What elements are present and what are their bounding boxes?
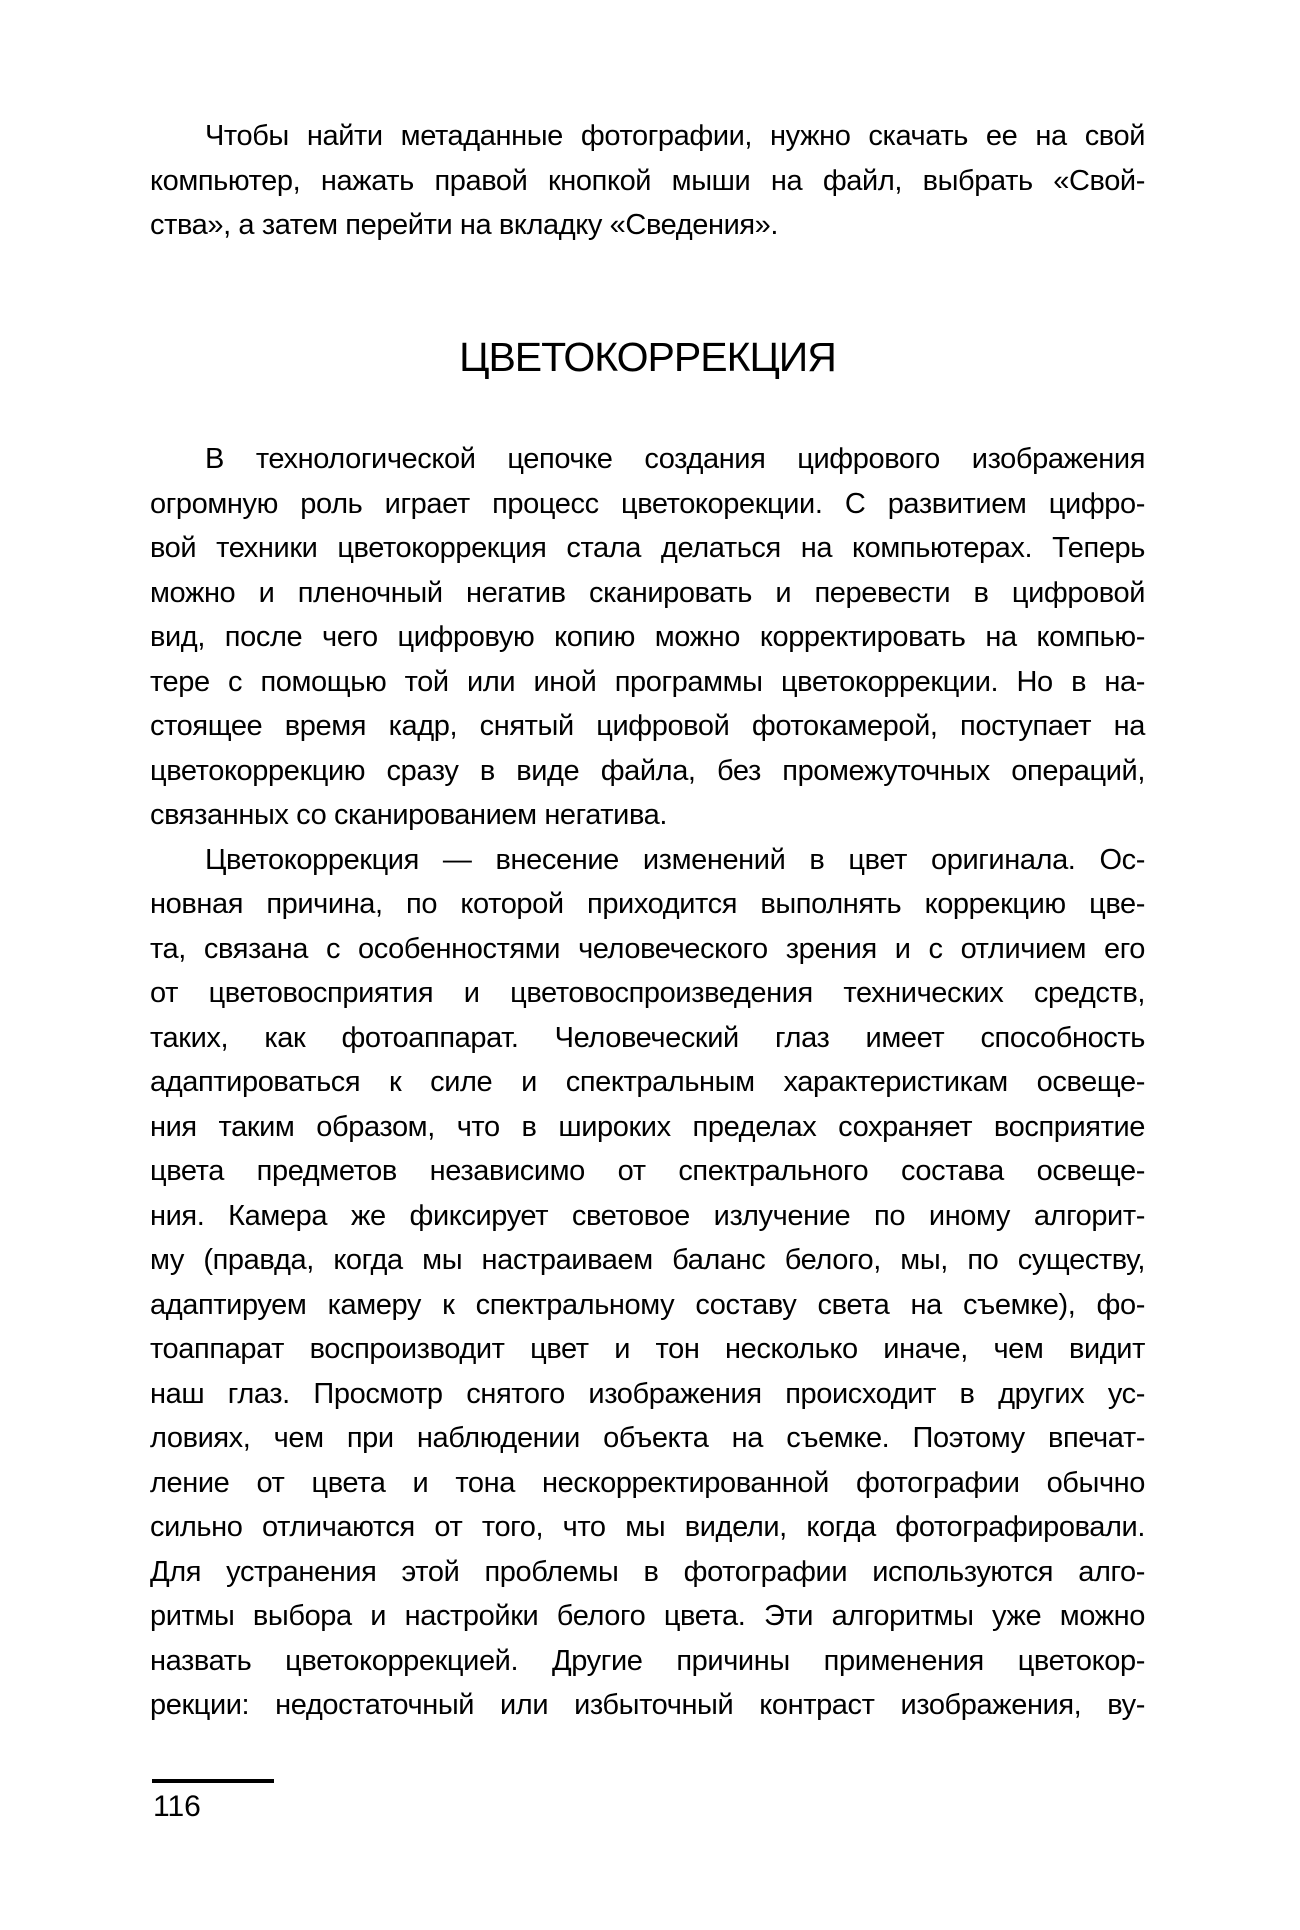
text-line: компьютер, нажать правой кнопкой мыши на файл, выбрать «Свой- <box>150 164 1145 197</box>
text-line: сильно отличаются от того, что мы видели, когда фотографировали. <box>150 1511 1145 1543</box>
text-line: можно и пленочный негатив сканировать и перевести в цифровой <box>150 576 1145 609</box>
text-line: ление от цвета и тона нескорректированной фотографии обычно <box>150 1466 1145 1499</box>
text-line: та, связана с особенностями человеческого зрения и с отличием его <box>150 932 1145 965</box>
text-line: ства», а затем перейти на вкладку «Сведения». <box>150 209 779 241</box>
text-line: таких, как фотоаппарат. Человеческий глаз имеет способность <box>150 1021 1145 1054</box>
footer-rule <box>152 1779 274 1783</box>
text-line: назвать цветокоррекцией. Другие причины применения цветокор- <box>150 1644 1145 1677</box>
text-line: вид, после чего цифровую копию можно корректировать на компью- <box>150 621 1145 653</box>
text-line: новная причина, по которой приходится выполнять коррекцию цве- <box>150 888 1145 920</box>
section-heading: ЦВЕТОКОРРЕКЦИЯ <box>459 334 836 380</box>
text-line: тоаппарат воспроизводит цвет и тон несколько иначе, чем видит <box>150 1333 1145 1365</box>
text-line: адаптируем камеру к спектральному составу света на съемке), фо- <box>150 1288 1145 1321</box>
text-line: цветокоррекцию сразу в виде файла, без промежуточных операций, <box>150 754 1145 787</box>
text-line: вой техники цветокоррекция стала делаться на компьютерах. Теперь <box>150 532 1145 564</box>
text-line: ния таким образом, что в широких пределах сохраняет восприятие <box>150 1110 1145 1143</box>
text-line: огромную роль играет процесс цветокорекции. С развитием цифро- <box>150 487 1145 520</box>
body-text <box>150 437 1145 1728</box>
text-line: связанных со сканированием негатива. <box>150 799 668 831</box>
text-line: адаптироваться к силе и спектральным характеристикам освеще- <box>150 1066 1145 1098</box>
text-line: ритмы выбора и настройки белого цвета. Эти алгоритмы уже можно <box>150 1600 1145 1632</box>
text-line: Чтобы найти метаданные фотографии, нужно скачать ее на свой <box>205 120 1145 152</box>
text-line: рекции: недостаточный или избыточный контраст изображения, ву- <box>150 1689 1145 1721</box>
text-line: цвета предметов независимо от спектрального состава освеще- <box>150 1155 1145 1187</box>
text-line: ловиях, чем при наблюдении объекта на съемке. Поэтому впечат- <box>150 1422 1145 1454</box>
text-line: тере с помощью той или иной программы цветокоррекции. Но в на- <box>150 665 1145 698</box>
text-line: Цветокоррекция — внесение изменений в цвет оригинала. Ос- <box>205 843 1145 876</box>
text-line: стоящее время кадр, снятый цифровой фотокамерой, поступает на <box>150 710 1145 742</box>
text-line: Для устранения этой проблемы в фотографии используются алго- <box>150 1555 1145 1588</box>
text-line: му (правда, когда мы настраиваем баланс белого, мы, по существу, <box>150 1244 1145 1276</box>
intro-paragraph <box>150 114 1145 248</box>
text-line: В технологической цепочке создания цифрового изображения <box>205 443 1145 475</box>
text-line: от цветовосприятия и цветовоспроизведения технических средств, <box>150 977 1145 1009</box>
paragraph <box>150 838 1145 1728</box>
paragraph <box>150 437 1145 838</box>
text-line: наш глаз. Просмотр снятого изображения происходит в других ус- <box>150 1377 1145 1410</box>
text-line: ния. Камера же фиксирует световое излучение по иному алгорит- <box>150 1199 1145 1232</box>
page-number: 116 <box>153 1790 201 1823</box>
